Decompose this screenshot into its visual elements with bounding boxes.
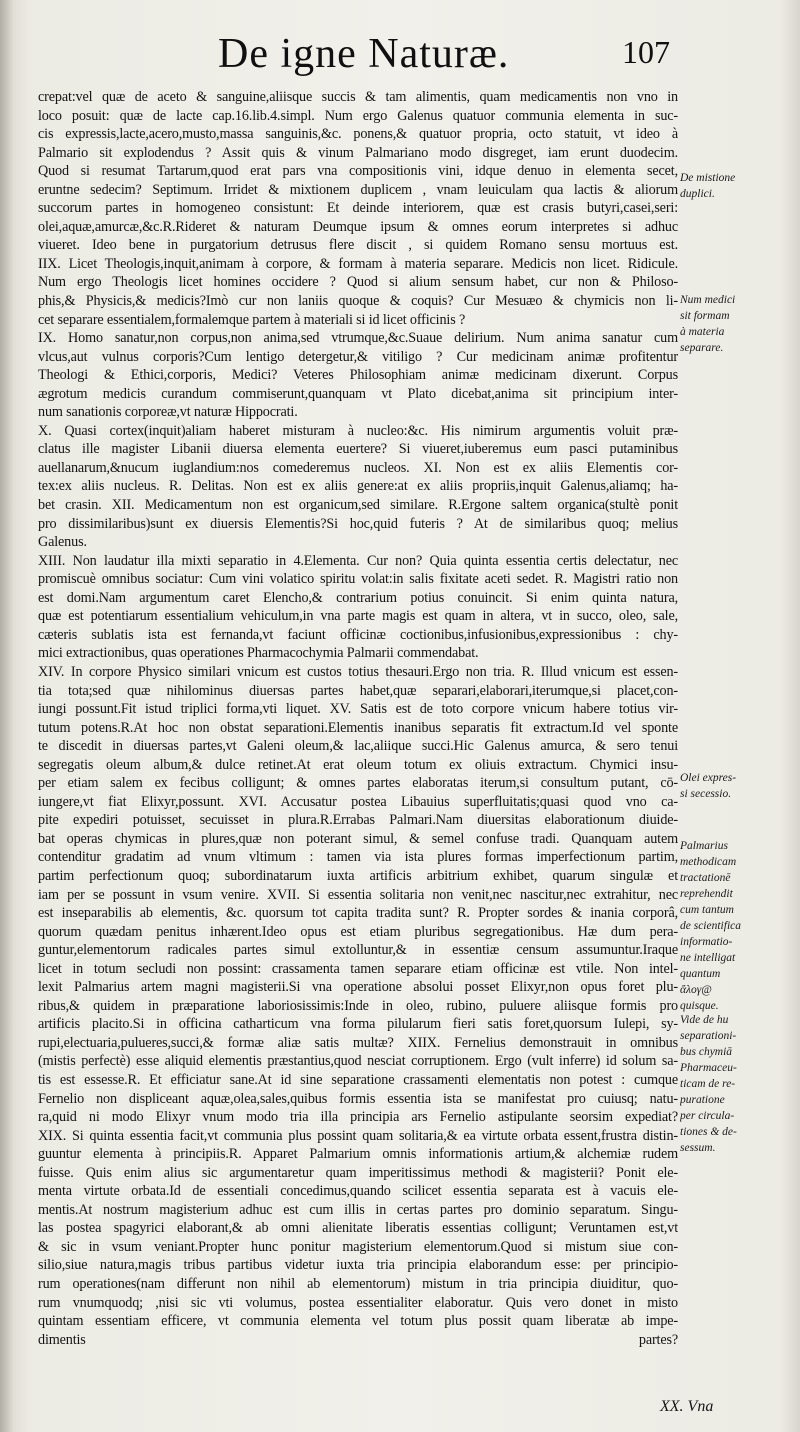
- text-line: ribus,& quidem in præparatione laboriosissimis:Inde in oleo, rubino, puluere aliisque formis pro: [38, 997, 678, 1014]
- catchword: XX. Vna: [660, 1398, 714, 1415]
- text-line: (mistis perfectè) esse aliquid elementis præstantius,quod nesciat corruptionem. Ergo (vult inferre) id solum sa-: [38, 1053, 678, 1070]
- gutter-shadow: [0, 0, 14, 1432]
- text-line: silio,siue natura,magis tribus partibus videtur iuxta tria principia elaborandum esse: per principio-: [38, 1257, 678, 1274]
- text-line: partim perfectionum quoq; subordinatarum iuxta artificis arbitrium exhibet, quarum singulæ et: [38, 867, 678, 884]
- text-line: per etiam salem ex fecibus colligunt; & omnes partes elaboratas iterum,si consultum putant, cō-: [38, 775, 678, 792]
- text-line: IIX. Licet Theologis,inquit,animam à corpore, & formam à materia separare. Medicis non licet. Ridicule.: [38, 255, 678, 272]
- page-number: 107: [622, 34, 670, 70]
- text-line: IX. Homo sanatur,non corpus,non anima,sed vtrumque,&c.Suaue delirium. Num anima sanatur cum: [38, 330, 678, 347]
- text-line: & sic in vsum veniant.Propter hunc ponitur magisterium elementorum.Quod si mistum siue con-: [38, 1238, 678, 1255]
- text-line: Fernelio non displiceant aquæ,olea,sales,quibus formis essentia ista se manifestat pro cuiusq; natu-: [38, 1090, 678, 1107]
- text-line: mici extractionibus, quas operationes Pharmacochymia Palmarii commendabat.: [38, 645, 479, 662]
- text-line: est inseparabilis ab elementis, &c. quorsum tot capita tradita sunt? R. Propter sordes & inania corporâ,: [38, 905, 678, 922]
- text-line: eruntne sedecim? Septimum. Irridet & mixtionem duplicem , vnam leuiculam qua lactis & aliorum: [38, 181, 678, 198]
- text-line: rupi,electuaria,pulueres,succi,& formæ aliæ satis multæ? XIIX. Fernelius demonstrauit in omnibus: [38, 1034, 678, 1051]
- text-line: bet crasin. XII. Medicamentum non est organicum,sed similare. R.Ergone saltem organica(stultè ponit: [38, 497, 678, 514]
- text-line: auellanarum,&nucum iuglandium:nos comederemus nucleos. XI. Non est ex aliis Elementis cor-: [38, 459, 678, 476]
- text-line: las postea spagyrici elaborant,& ab omni alienitate liberatis essentias colligunt; Veruntamen est,vt: [38, 1220, 678, 1237]
- text-line: Quod si resumat Tartarum,quod erat pars vna compositionis vini, idque denuo in elementa secet,: [38, 163, 678, 180]
- text-line: contenditur gradatim ad vnum vltimum : tamen via ista plures formas imperfectionum partim,: [38, 849, 678, 866]
- text-line: quintam essentiam efficere, vt communia elementa vel totum plus possit quam liberatæ ab impe-: [38, 1313, 678, 1330]
- text-line: iungi possunt.Fit istud triplici forma,vti liquet. XV. Satis est de toto corpore vnicum habere totius vir-: [38, 701, 678, 718]
- text-line: menta virtute orbata.Id de essentiali concedimus,quando scilicet essentia separata est à vacuis ele-: [38, 1183, 678, 1200]
- text-line: tex:ex aliis nucleus. R. Delitas. Non est ex aliis genere:at ex aliis propriis,inquit Galenus,aliamq; ha-: [38, 478, 678, 495]
- text-line: num sanationis corporeæ,vt naturæ Hippocrati.: [38, 404, 298, 421]
- text-line: Galenus.: [38, 534, 87, 551]
- text-line: est domi.Nam argumentum caret Elencho,& contrarium potius conuincit. Si enim quinta natura,: [38, 589, 678, 606]
- text-line: promiscuè omnibus sociatur: Cum vini volatico spiritu volat:in salis fixitate aceti sedet. R. Magistri ratio non: [38, 571, 678, 588]
- text-line: pite expediri potuisset, secuisset in plura.R.Errabas Palmari.Nam diuersitas elaborationum diuide-: [38, 812, 678, 829]
- text-line: Num ergo Theologis licet homines occidere ? Quod si alium sensum habet, cur non & Philoso-: [38, 274, 678, 291]
- text-line: ægrotum medicis curandum commiserunt,quanquam vt Plato dicebat,anima sit principium inter-: [38, 385, 678, 402]
- text-line: olei,aquæ,amurcæ,&c.R.Rideret & naturam Deumque ipsum & omnes eorum interpretes si adhuc: [38, 218, 678, 235]
- text-line: crepat:vel quæ de aceto & sanguine,aliisque succis & tam alimentis, quam medicamentis non vno in: [38, 89, 678, 105]
- text-line: tutum potens.R.At hoc non obstat separationi.Elementis inanibus separatis fit extractum.Id vel sponte: [38, 719, 678, 736]
- margin-note: Olei expres- si secessio.: [680, 772, 737, 800]
- text-line: guntur,elementorum radicales partes simul extolluntur,& in essentiæ censum assumuntur.Iraque: [38, 942, 678, 959]
- text-line: viueret. Ideo bene in purgatorium detrusus flere discit , si quidem Romano sensu mortuus est.: [38, 237, 678, 254]
- text-line: rum operationes(nam differunt non nihil ab elementorum) mistum in tria principia diuiditur, quo-: [38, 1276, 678, 1292]
- text-line: vlcus,aut vulnus corporis?Cum lentigo detergetur,& vitiligo ? Cur medicinam animæ profitentur: [38, 348, 678, 365]
- text-line: rum vnumquodq; ,nisi sic vti volumus, postea essentialiter elaboratur. Quis vero donet in misto: [38, 1294, 678, 1311]
- text-line: clatus ille magister Libanii diuersa elementa euertere? Si viueret,iuberemus eum pasci putaminibus: [38, 441, 678, 458]
- text-line: cæteris sublatis ista est fernanda,vt faciunt officinæ coctionibus,infusionibus,expressionibus : chy-: [38, 626, 678, 643]
- margin-note: Num medici sit formam à materia separare.: [680, 294, 736, 354]
- text-line: cis expressis,lacte,acero,musto,massa sanguinis,&c. ponens,& quatuor propria, octo statuit, vt ideo à: [38, 126, 678, 143]
- body-text: [38, 88, 678, 1408]
- text-line: guuntur elementa à principiis.R. Apparet Palmarium omnis informationis artium,& alchemiæ rudem: [38, 1146, 678, 1163]
- text-line: succorum partes in homogeneo consistunt: Et deinde interiorem, quæ est crasis butyri,casei,seri:: [38, 200, 678, 217]
- text-line: XIII. Non laudatur illa mixti separatio in 4.Elementa. Cur non? Quia quinta essentia certis delectatur, nec: [38, 552, 678, 569]
- running-title: De igne Naturæ.: [218, 31, 510, 77]
- text-line: pro dissimilaribus)sunt ex diuersis Elementis?Si hoc,quid futeris ? At de similaribus quoq; melius: [38, 515, 678, 532]
- text-line: iungere,vt fiat Elixyr,possunt. XVI. Accusatur postea Libauius superfluitatis;quasi quod vno ca-: [38, 793, 678, 810]
- text-line: tis est essesse.R. Et efficiatur sane.At id sine separatione crassamenti elementatis non potest : cumque: [38, 1071, 678, 1088]
- margin-notes: [680, 0, 800, 1432]
- text-line: lexit Palmarius artem magni magisterii.Si vna operatione absolui posset Elixyr,non opus foret plu-: [38, 979, 678, 996]
- text-line: Theologi & Ethici,corporis, Medici? Veteres Philosophiam animæ medicinam dixerunt. Corpus: [38, 367, 678, 384]
- text-line: ra,quid ni modo Elixyr vnum modo tria illa principia ars Fernelio astipulante seorsim expediat?: [38, 1109, 678, 1126]
- margin-note: De mistione duplici.: [680, 172, 736, 200]
- text-line: XIV. In corpore Physico similari vnicum est custos totius thesauri.Ergo non tria. R. Illud vnicum est essen-: [38, 663, 678, 680]
- text-line: quorum quædam penitus inhærent.Ideo opus est etiam pluribus segregationibus. Hæ dum pera-: [38, 923, 678, 940]
- margin-note: Vide de hu separationi- bus chymiā Pharmaceu- ticam de re- puratione per circula- tiones & de- sessum.: [680, 1014, 737, 1154]
- text-line: licet in totum secludi non possint: crassamenta tamen separare etiam officinæ est vtile. Non intel-: [38, 960, 678, 977]
- text-line: bat operas chymicas in plures,quæ non poterant simul, & semel confuse tradi. Quanquam autem: [38, 830, 678, 847]
- text-line: artificis placito.Si in officina catharticum vna forma pilularum fieri satis foret,quorsum Iulepi, sy-: [38, 1016, 678, 1033]
- text-line: te discedit in diuersas partes,vt Galeni oleum,& lac,aliique succi.Hic Galenus amurca, & sero tenui: [38, 738, 678, 755]
- text-line: dimentis partes?: [38, 1331, 678, 1348]
- text-line: segregatis oleum album,& dulce retinet.At erat oleum totum ex oliuis extractum. Chymici insu-: [38, 756, 678, 773]
- text-line: loco posuit: quæ de lacte cap.16.lib.4.simpl. Num ergo Galenus quatuor communia elementa in suc-: [38, 107, 678, 124]
- text-line: iam per se possunt in vsum venire. XVII. Si essentia solitaria non venit,nec nascitur,nec extrahitur, nec: [38, 886, 678, 903]
- margin-note: Palmarius methodicam tractationē reprehendit cum tantum de scientifica informatio- ne intelligat quantum ἄλογ@ quisque.: [680, 840, 741, 1012]
- text-line: Palmario sit explodendus ? Assit quis & vinum Palmariano modo disgreget, iam erunt duodecim.: [38, 144, 678, 161]
- text-line: X. Quasi cortex(inquit)aliam haberet misturam à nucleo:&c. His nimirum argumentis voluit præ-: [38, 422, 678, 439]
- text-line: cet separare essentialem,formalemque partem à materiali si id licet officinis ?: [38, 311, 466, 328]
- text-line: phis,& Physicis,& medicis?Imò cur non laniis quoque & coquis? Cur Mesuæo & chymicis non li-: [38, 293, 678, 310]
- text-line: quæ est potentiarum essentialium vehiculum,in vna parte magis est quam in altera, vt in succo, oleo, sale,: [38, 608, 678, 625]
- text-line: XIX. Si quinta essentia facit,vt communia plus possint quam solitaria,& ea virtute orbata essent,frustra distin-: [38, 1127, 678, 1144]
- text-line: mentis.At nostrum magisterium adhuc est cum illis in certas partes pro dominio separatum. Singu-: [38, 1201, 678, 1218]
- text-line: fuisse. Quis enim alius sic argumentaretur quam imperitissimus methodi & magisterii? Ponit ele-: [38, 1164, 678, 1181]
- text-line: tia tota;sed quæ nihilominus diuersas partes habet,quæ separari,elaborari,iterumque,si placet,con-: [38, 682, 678, 699]
